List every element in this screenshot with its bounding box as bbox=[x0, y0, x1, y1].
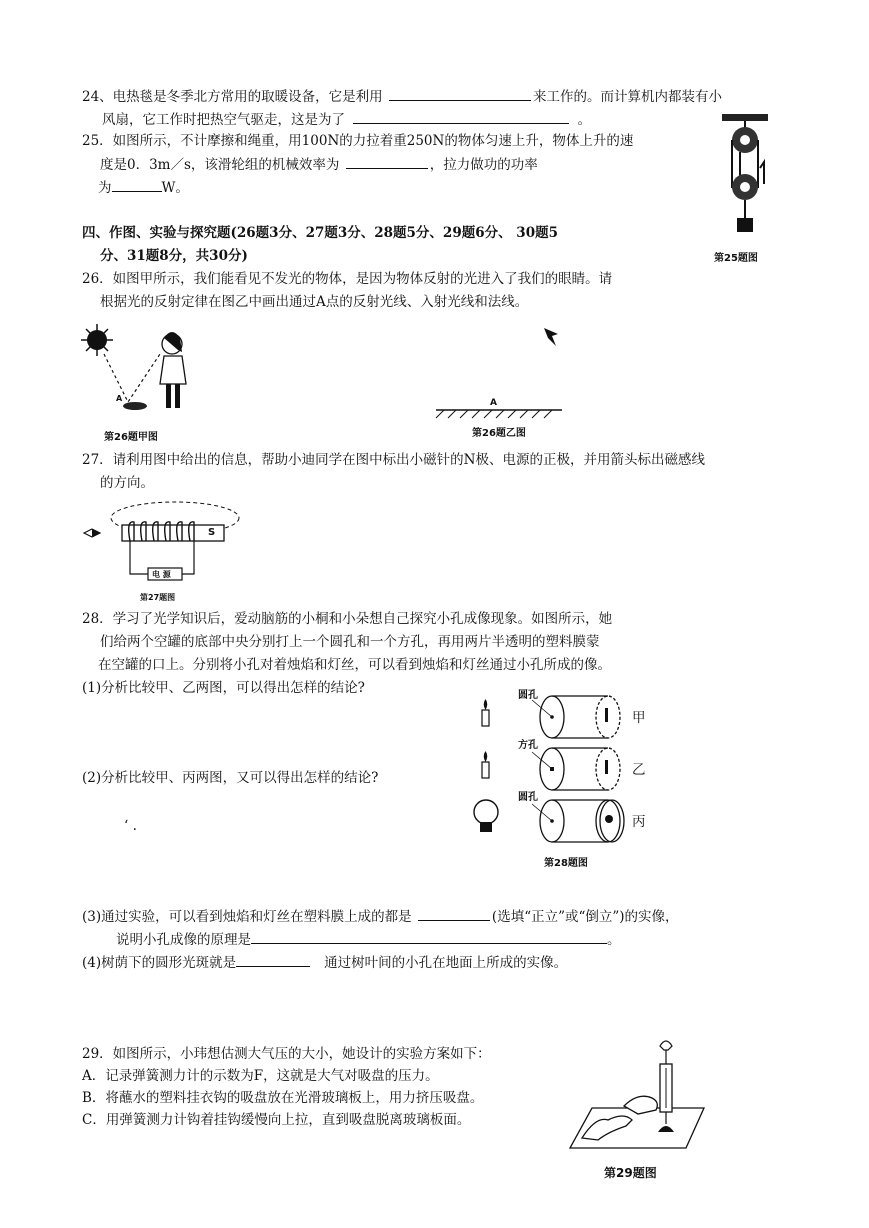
fig28-caption: 第28题图 bbox=[544, 858, 588, 869]
q28-sub3-line1: (3)通过实验，可以看到烛焰和灯丝在塑料膜上成的都是 (选填“正立”或“倒立”)的实像， bbox=[82, 906, 679, 927]
q28-sub4: (4)树荫下的圆形光斑就是 通过树叶间的小孔在地面上所成的实像。 bbox=[82, 952, 567, 973]
q28-line1: 28．学习了光学知识后，爱动脑筋的小桐和小朵想自己探究小孔成像现象。如图所示，她 bbox=[82, 611, 613, 627]
fig28-label-bing: 丙 bbox=[632, 814, 646, 830]
q26-line2: 根据光的反射定律在图乙中画出通过A点的反射光线、入射光线和法线。 bbox=[100, 294, 529, 310]
fig28-label-round2: 圆孔 bbox=[518, 792, 538, 803]
fig28-label-round1: 圆孔 bbox=[518, 690, 538, 701]
fig27-pole-label: S bbox=[208, 527, 216, 538]
fig28-label-jia: 甲 bbox=[632, 710, 646, 726]
q24-line1: 24、电热毯是冬季北方常用的取暖设备，它是利用 来工作的。而计算机内都装有小 bbox=[82, 86, 722, 107]
fig28-label-square: 方孔 bbox=[518, 740, 538, 751]
fig28-label-yi: 乙 bbox=[632, 762, 646, 778]
fig25-caption: 第25题图 bbox=[714, 253, 758, 264]
fig29-caption: 第29题图 bbox=[604, 1166, 657, 1180]
q28-blank-orientation[interactable] bbox=[418, 906, 490, 921]
fig26b-mirror-diagram bbox=[434, 320, 564, 420]
q24-blank1[interactable] bbox=[389, 86, 531, 101]
q28-line3: 在空罐的口上。分别将小孔对着烛焰和灯丝，可以看到烛焰和灯丝通过小孔所成的像。 bbox=[98, 657, 611, 673]
section4-line2: 分、31题8分，共30分) bbox=[100, 248, 248, 264]
q28-marks: ‘ . bbox=[124, 818, 137, 834]
q27-line1: 27．请利用图中给出的信息，帮助小迪同学在图中标出小磁针的N极、电源的正极，并用箭头标出磁感线 bbox=[82, 452, 705, 468]
q29-step-c: C．用弹簧测力计钩着挂钩缓慢向上拉，直到吸盘脱离玻璃板面。 bbox=[82, 1112, 471, 1128]
fig28-pinhole-cans bbox=[472, 686, 652, 866]
q28-blank-principle[interactable] bbox=[251, 929, 607, 944]
q28-blank-shadow[interactable] bbox=[236, 952, 310, 967]
pulley-figure bbox=[716, 110, 774, 242]
fig26b-caption: 第26题乙图 bbox=[472, 428, 526, 439]
q29-step-b: B．将蘸水的塑料挂衣钩的吸盘放在光滑玻璃板上，用力挤压吸盘。 bbox=[82, 1090, 484, 1106]
q25-line1: 25．如图所示，不计摩擦和绳重，用100N的力拉着重250N的物体匀速上升，物体上升的速 bbox=[82, 133, 634, 149]
fig27-source-label: 电 源 bbox=[152, 570, 171, 579]
q28-sub3-line2: 说明小孔成像的原理是 。 bbox=[116, 929, 621, 950]
q29-line1: 29．如图所示，小玮想估测大气压的大小，她设计的实验方案如下： bbox=[82, 1046, 491, 1062]
q28-line2: 们给两个空罐的底部中央分别打上一个圆孔和一个方孔，再用两片半透明的塑料膜蒙 bbox=[100, 634, 600, 650]
q28-sub1: (1)分析比较甲、乙两图，可以得出怎样的结论? bbox=[82, 680, 365, 696]
fig29-suction-cup bbox=[568, 1036, 708, 1156]
fig26a-reflection bbox=[80, 322, 200, 422]
q25-line3: 为 W。 bbox=[98, 177, 189, 198]
q25-blank2[interactable] bbox=[112, 177, 162, 192]
q26-line1: 26．如图甲所示，我们能看见不发光的物体，是因为物体反射的光进入了我们的眼睛。请 bbox=[82, 271, 613, 287]
q28-sub2: (2)分析比较甲、丙两图，又可以得出怎样的结论? bbox=[82, 770, 379, 786]
section4-line1: 四、作图、实验与探究题(26题3分、27题3分、28题5分、29题6分、 30题5 bbox=[82, 225, 558, 241]
q25-line2: 度是0．3m／s，该滑轮组的机械效率为 ，拉力做功的功率 bbox=[100, 154, 538, 175]
fig26a-point-label: A bbox=[116, 394, 123, 403]
q24-line2: 风扇，它工作时把热空气驱走，这是为了 。 bbox=[102, 109, 591, 130]
q24-blank2[interactable] bbox=[353, 109, 569, 124]
fig26b-point-label: A bbox=[490, 398, 497, 408]
fig27-caption: 第27题图 bbox=[140, 593, 176, 602]
q29-step-a: A．记录弹簧测力计的示数为F，这就是大气对吸盘的压力。 bbox=[82, 1068, 439, 1084]
q25-blank1[interactable] bbox=[346, 154, 428, 169]
q27-line2: 的方向。 bbox=[100, 475, 154, 491]
fig26a-caption: 第26题甲图 bbox=[104, 432, 158, 443]
